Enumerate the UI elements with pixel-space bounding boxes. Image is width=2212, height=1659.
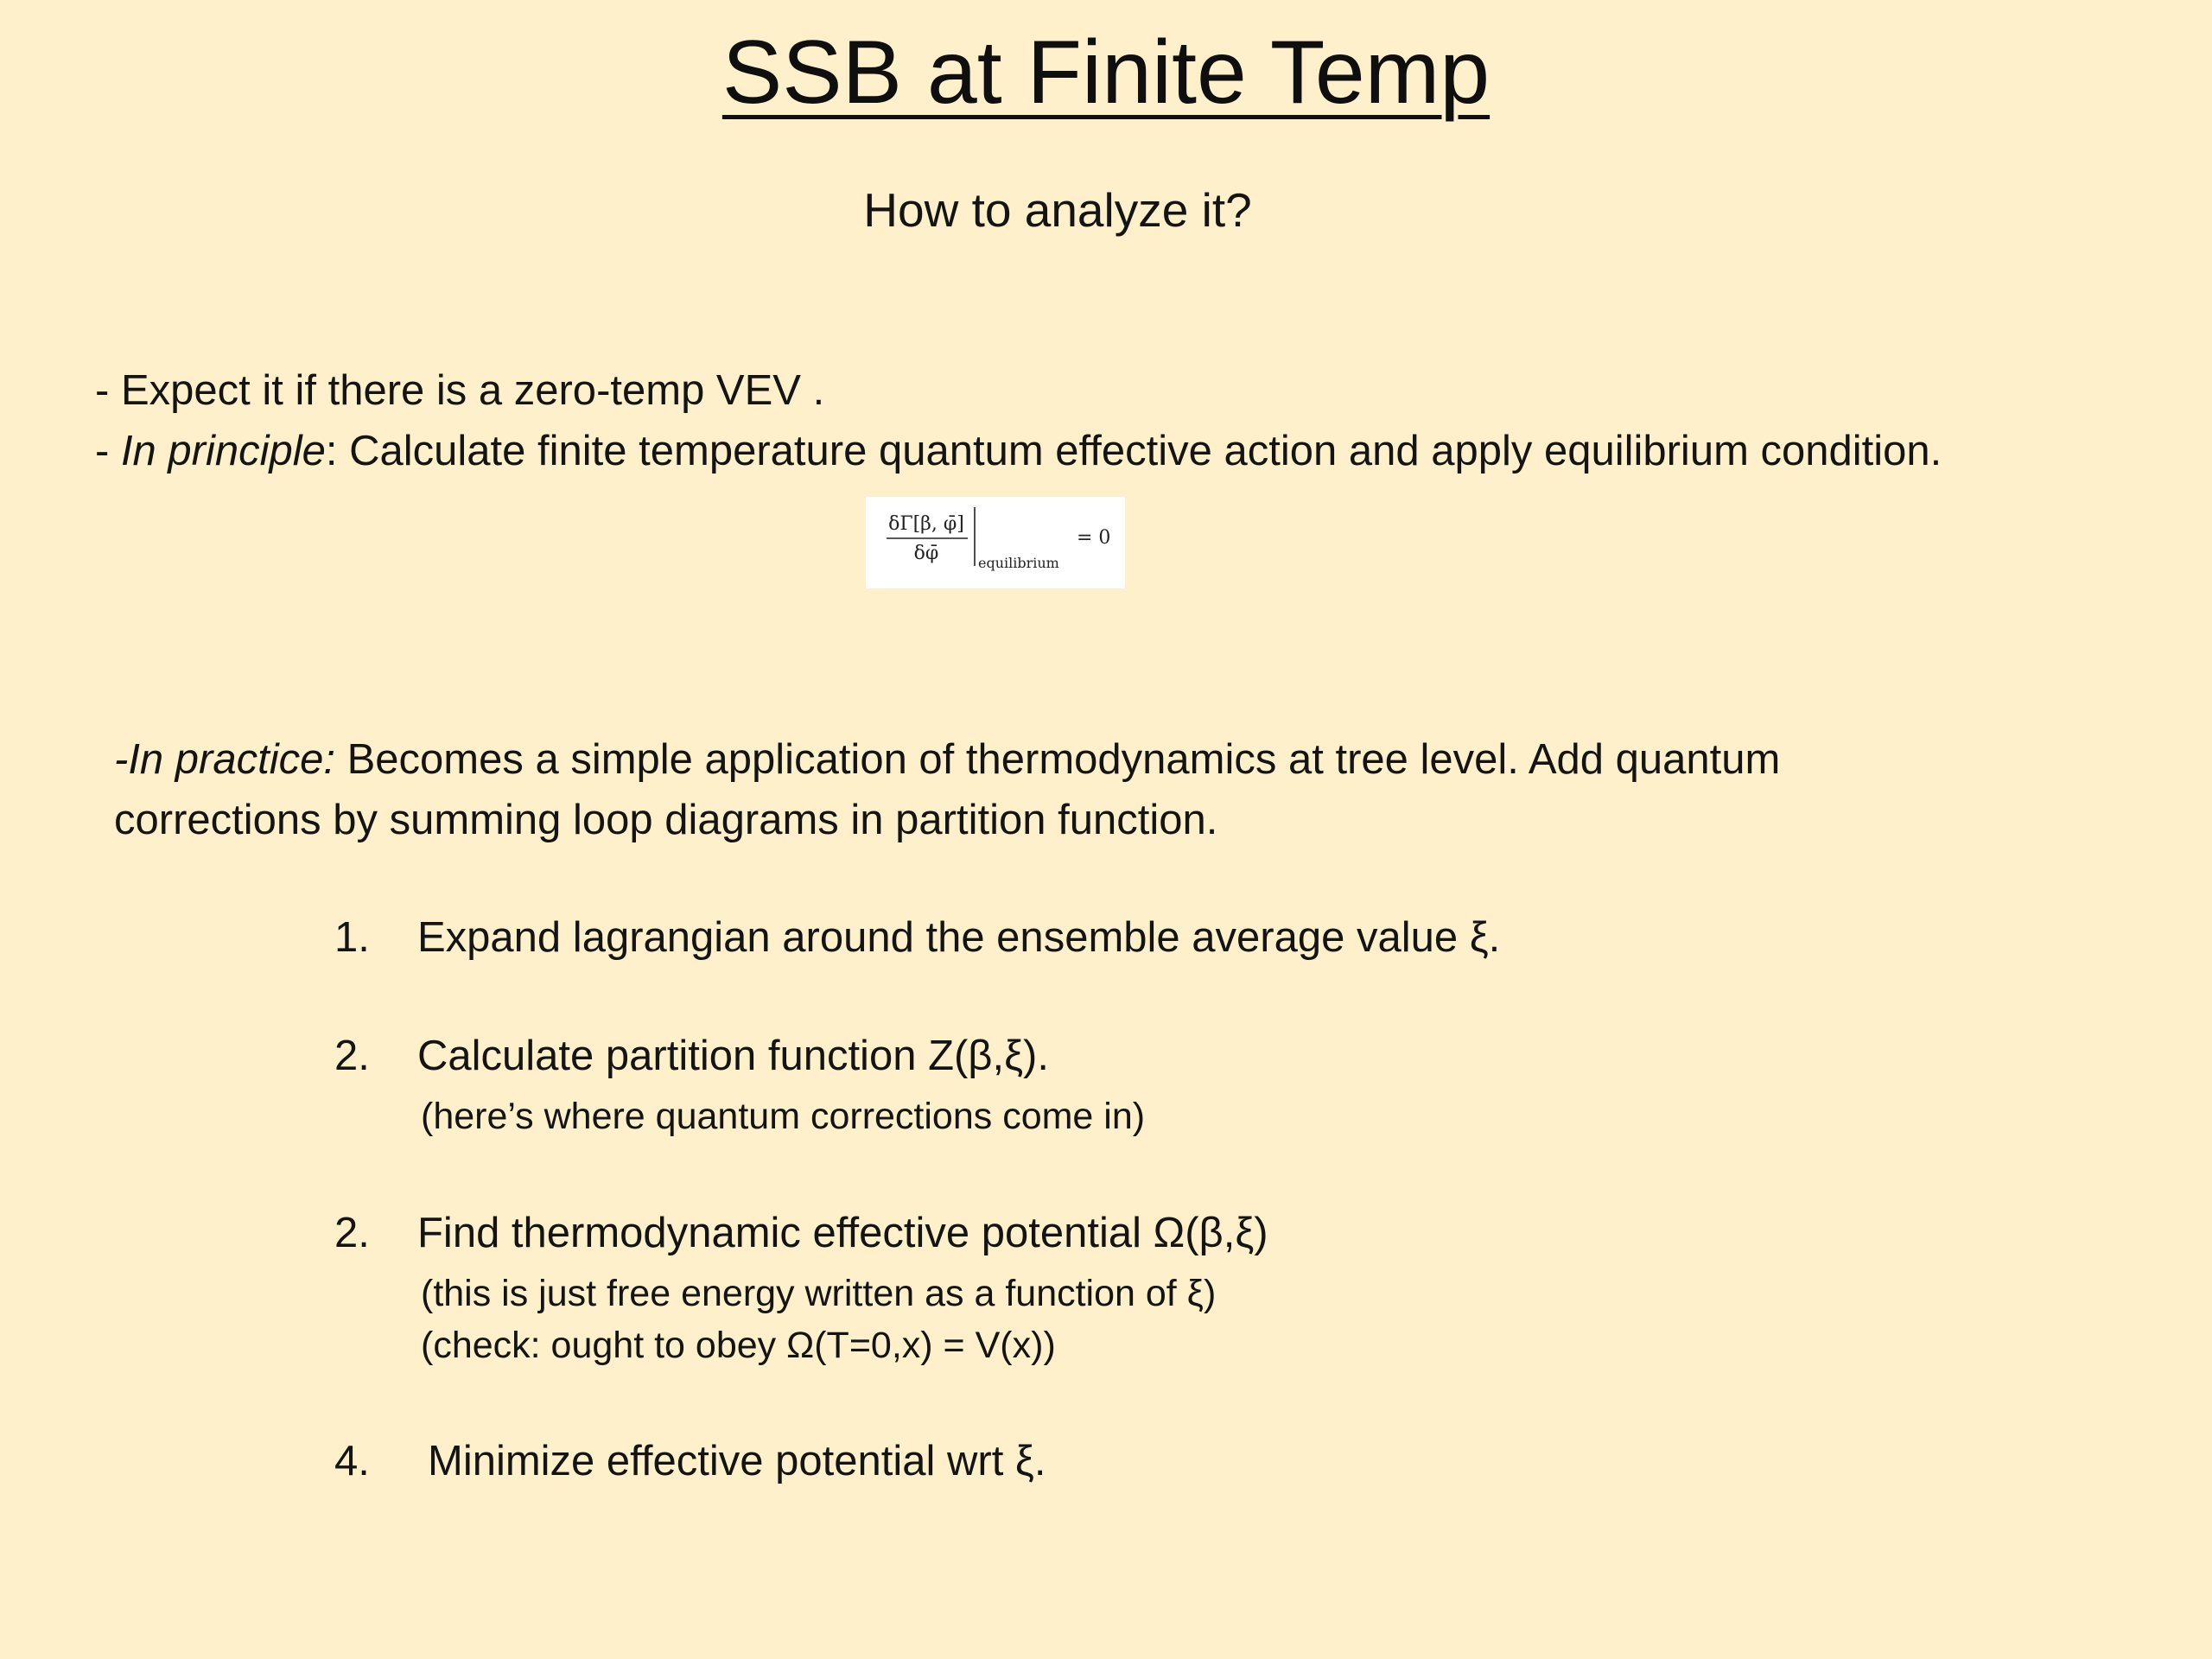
- step-number: 4.: [334, 1438, 370, 1484]
- equilibrium-equation-image: [866, 497, 1125, 588]
- step-text: Expand lagrangian around the ensemble average value ξ.: [417, 914, 1501, 961]
- bullet-prefix: -: [95, 428, 121, 474]
- bullet-text: : Calculate finite temperature quantum effective action and apply equilibrium condition.: [325, 428, 1942, 474]
- slide-subtitle: How to analyze it?: [863, 183, 1252, 237]
- step-number: 2.: [334, 1033, 370, 1079]
- step-text: Calculate partition function Z(β,ξ).: [417, 1033, 1049, 1079]
- bullet-expect: [95, 361, 824, 420]
- bullet-emphasis: In principle: [120, 428, 326, 474]
- equation-subscript: equilibrium: [978, 555, 1059, 571]
- step-note: (this is just free energy written as a function of ξ): [421, 1273, 1217, 1314]
- practice-line-2: corrections by summing loop diagrams in partition function.: [114, 797, 1218, 843]
- step-note: (check: ought to obey Ω(T=0,x) = V(x)): [421, 1325, 1056, 1366]
- practice-line-1: [114, 730, 1780, 789]
- step-text: Find thermodynamic effective potential Ω(β,ξ): [417, 1210, 1268, 1256]
- slide-title: SSB at Finite Temp: [721, 22, 1491, 123]
- equation-denominator: δφ̄: [913, 543, 939, 564]
- practice-emphasis: -In practice:: [114, 736, 335, 783]
- bullet-text: Expect it if there is a zero-temp VEV .: [120, 367, 825, 414]
- step-text: Minimize effective potential wrt ξ.: [428, 1438, 1046, 1484]
- step-note: (here’s where quantum corrections come in): [421, 1096, 1146, 1137]
- practice-text-1: Becomes a simple application of thermodynamics at tree level. Add quantum: [334, 736, 1781, 783]
- bullet-in-principle: [95, 422, 1942, 480]
- equation-rhs: = 0: [1077, 527, 1111, 549]
- bullet-prefix: -: [95, 367, 121, 414]
- step-number: 1.: [334, 914, 370, 961]
- equation-numerator: δΓ[β, φ̄]: [888, 513, 964, 535]
- step-number: 2.: [334, 1210, 370, 1256]
